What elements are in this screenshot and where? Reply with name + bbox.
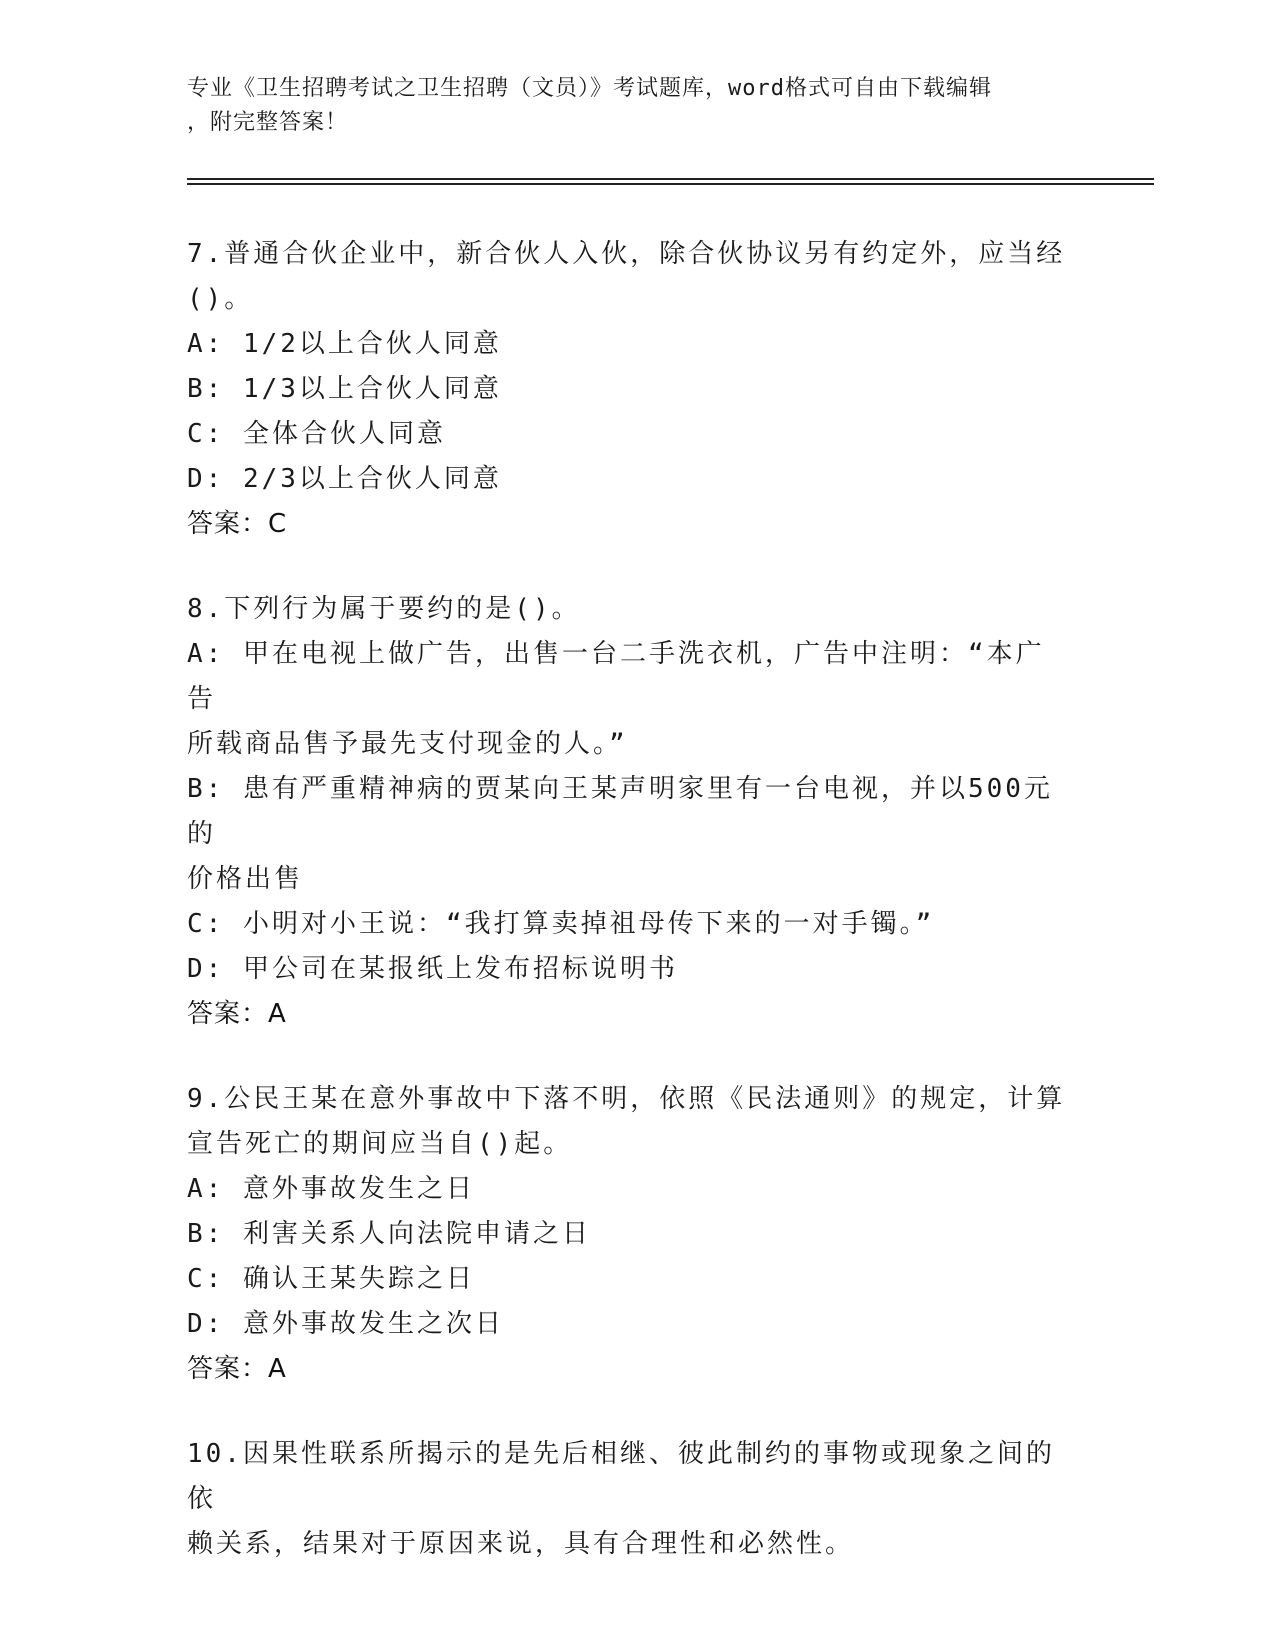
question-list: [187, 232, 1067, 1607]
question-8: [187, 587, 1067, 1037]
option-c: C: 全体合伙人同意: [187, 419, 446, 449]
question-stem: 8.下列行为属于要约的是()。: [187, 594, 581, 624]
page-header: [187, 72, 1067, 140]
question-stem-cont: 赖关系，结果对于原因来说，具有合理性和必然性。: [187, 1529, 855, 1559]
header-divider: [187, 178, 1154, 185]
question-stem: 7.普通合伙企业中，新合伙人入伙，除合伙协议另有约定外，应当经: [187, 239, 1066, 269]
option-a: A: 甲在电视上做广告，出售一台二手洗衣机，广告中注明：“本广告: [187, 639, 1045, 714]
option-a: A: 1/2以上合伙人同意: [187, 329, 502, 359]
header-line-2: ，附完整答案！: [187, 110, 349, 135]
header-line-1: 专业《卫生招聘考试之卫生招聘（文员）》考试题库，word格式可自由下载编辑: [187, 76, 992, 101]
question-9: [187, 1077, 1067, 1392]
question-stem-cont: ()。: [187, 284, 254, 314]
option-b: B: 1/3以上合伙人同意: [187, 374, 502, 404]
question-stem: 10.因果性联系所揭示的是先后相继、彼此制约的事物或现象之间的依: [187, 1439, 1055, 1514]
option-b: B: 利害关系人向法院申请之日: [187, 1219, 591, 1249]
question-stem: 9.公民王某在意外事故中下落不明，依照《民法通则》的规定，计算: [187, 1084, 1066, 1114]
answer-label: 答案：A: [187, 999, 287, 1029]
option-d: D: 意外事故发生之次日: [187, 1309, 504, 1339]
answer-label: 答案：A: [187, 1354, 287, 1384]
question-stem-cont: 宣告死亡的期间应当自()起。: [187, 1129, 573, 1159]
option-c: C: 确认王某失踪之日: [187, 1264, 475, 1294]
question-7: [187, 232, 1067, 547]
option-d: D: 甲公司在某报纸上发布招标说明书: [187, 954, 678, 984]
option-c: C: 小明对小王说：“我打算卖掉祖母传下来的一对手镯。”: [187, 909, 935, 939]
question-10: [187, 1432, 1067, 1567]
answer-label: 答案：C: [187, 509, 288, 539]
option-b-cont: 价格出售: [187, 864, 304, 894]
option-d: D: 2/3以上合伙人同意: [187, 464, 502, 494]
option-a: A: 意外事故发生之日: [187, 1174, 475, 1204]
option-b: B: 患有严重精神病的贾某向王某声明家里有一台电视，并以500元的: [187, 774, 1053, 849]
option-a-cont: 所载商品售予最先支付现金的人。”: [187, 729, 628, 759]
